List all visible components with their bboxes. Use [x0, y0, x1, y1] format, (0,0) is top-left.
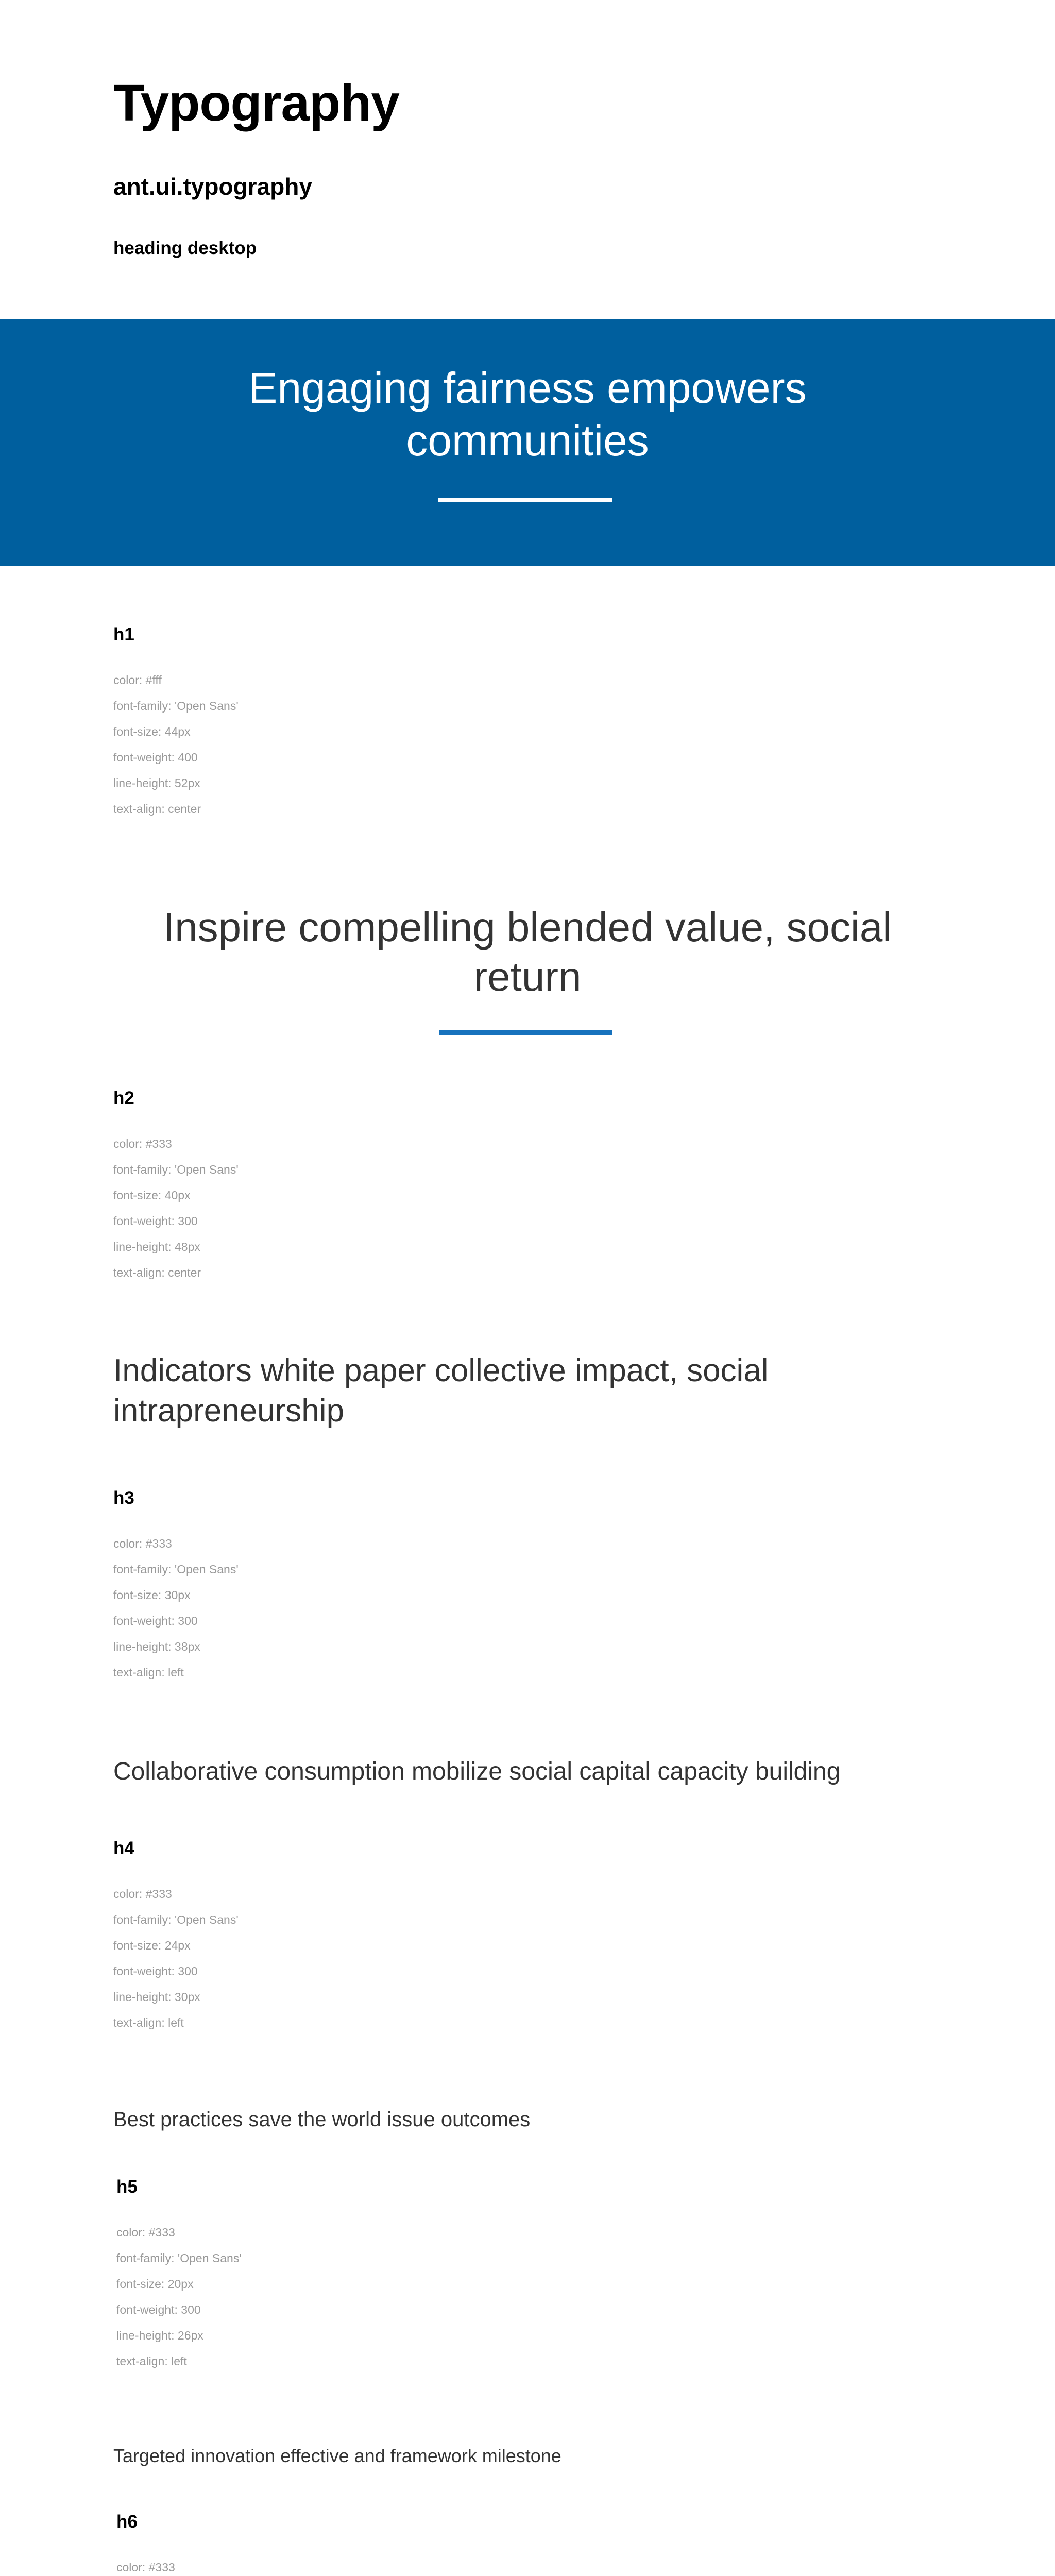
- spec-item: font-weight: 400: [113, 751, 198, 764]
- spec-item: font-size: 24px: [113, 1939, 191, 1952]
- spec-item: color: #333: [113, 1887, 172, 1901]
- spec-item: font-weight: 300: [113, 1964, 198, 1978]
- h6-spec-list: [116, 2554, 242, 2576]
- h2-underline-rule: [439, 1030, 612, 1035]
- doc-header: [113, 74, 399, 258]
- section-title: heading desktop: [113, 238, 257, 258]
- h2-sample-heading: Inspire compelling blended value, social return: [163, 904, 892, 999]
- spec-item: font-size: 40px: [113, 1189, 191, 1202]
- spec-item: font-size: 44px: [113, 725, 191, 738]
- h4-spec-list: [113, 1881, 239, 2036]
- spec-item: color: #333: [113, 1137, 172, 1150]
- spec-item: font-family: 'Open Sans': [113, 1563, 239, 1576]
- spec-item: font-family: 'Open Sans': [113, 1163, 239, 1176]
- spec-item: font-weight: 300: [116, 2303, 201, 2316]
- spec-item: font-family: 'Open Sans': [116, 2251, 242, 2265]
- page-subtitle: ant.ui.typography: [113, 173, 312, 200]
- h6-sample-heading: Targeted innovation effective and framework milestone: [113, 2445, 561, 2466]
- h3-spec-list: [113, 1531, 239, 1685]
- h4-label: h4: [113, 1838, 134, 1858]
- spec-item: line-height: 48px: [113, 1240, 200, 1253]
- h5-spec-list: [116, 2219, 242, 2374]
- h5-label: h5: [116, 2177, 138, 2197]
- spec-item: color: #333: [113, 1537, 172, 1550]
- spec-item: text-align: left: [113, 2016, 184, 2029]
- h1-sample-heading: Engaging fairness empowers communities: [248, 364, 807, 465]
- h1-underline-rule: [438, 498, 612, 502]
- spec-item: font-weight: 300: [113, 1614, 198, 1628]
- spec-item: font-size: 30px: [113, 1588, 191, 1602]
- h2-label: h2: [113, 1088, 134, 1108]
- spec-item: font-weight: 300: [113, 1214, 198, 1228]
- h6-label: h6: [116, 2512, 138, 2532]
- spec-item: text-align: left: [113, 1666, 184, 1679]
- h5-sample-heading: Best practices save the world issue outcomes: [113, 2108, 531, 2131]
- spec-item: font-family: 'Open Sans': [113, 699, 239, 713]
- h2-spec-list: [113, 1131, 239, 1285]
- spec-item: line-height: 30px: [113, 1990, 200, 2004]
- spec-item: font-family: 'Open Sans': [113, 1913, 239, 1926]
- spec-item: color: #333: [116, 2226, 175, 2239]
- page-title: Typography: [113, 74, 399, 132]
- spec-item: text-align: center: [113, 1266, 201, 1279]
- spec-item: line-height: 26px: [116, 2329, 203, 2342]
- h1-hero-banner: [0, 319, 1055, 566]
- spec-item: line-height: 38px: [113, 1640, 200, 1653]
- h4-sample-heading: Collaborative consumption mobilize social capital capacity building: [113, 1758, 841, 1785]
- spec-item: line-height: 52px: [113, 776, 200, 790]
- spec-item: text-align: center: [113, 802, 201, 816]
- spec-item: color: #fff: [113, 673, 162, 687]
- spec-item: color: #333: [116, 2561, 175, 2574]
- spec-item: text-align: left: [116, 2354, 187, 2368]
- spec-item: font-size: 20px: [116, 2277, 194, 2291]
- h3-label: h3: [113, 1488, 134, 1508]
- h1-label: h1: [113, 624, 134, 645]
- h1-spec-list: [113, 667, 239, 822]
- h3-sample-heading: Indicators white paper collective impact, social intrapreneurship: [113, 1353, 769, 1429]
